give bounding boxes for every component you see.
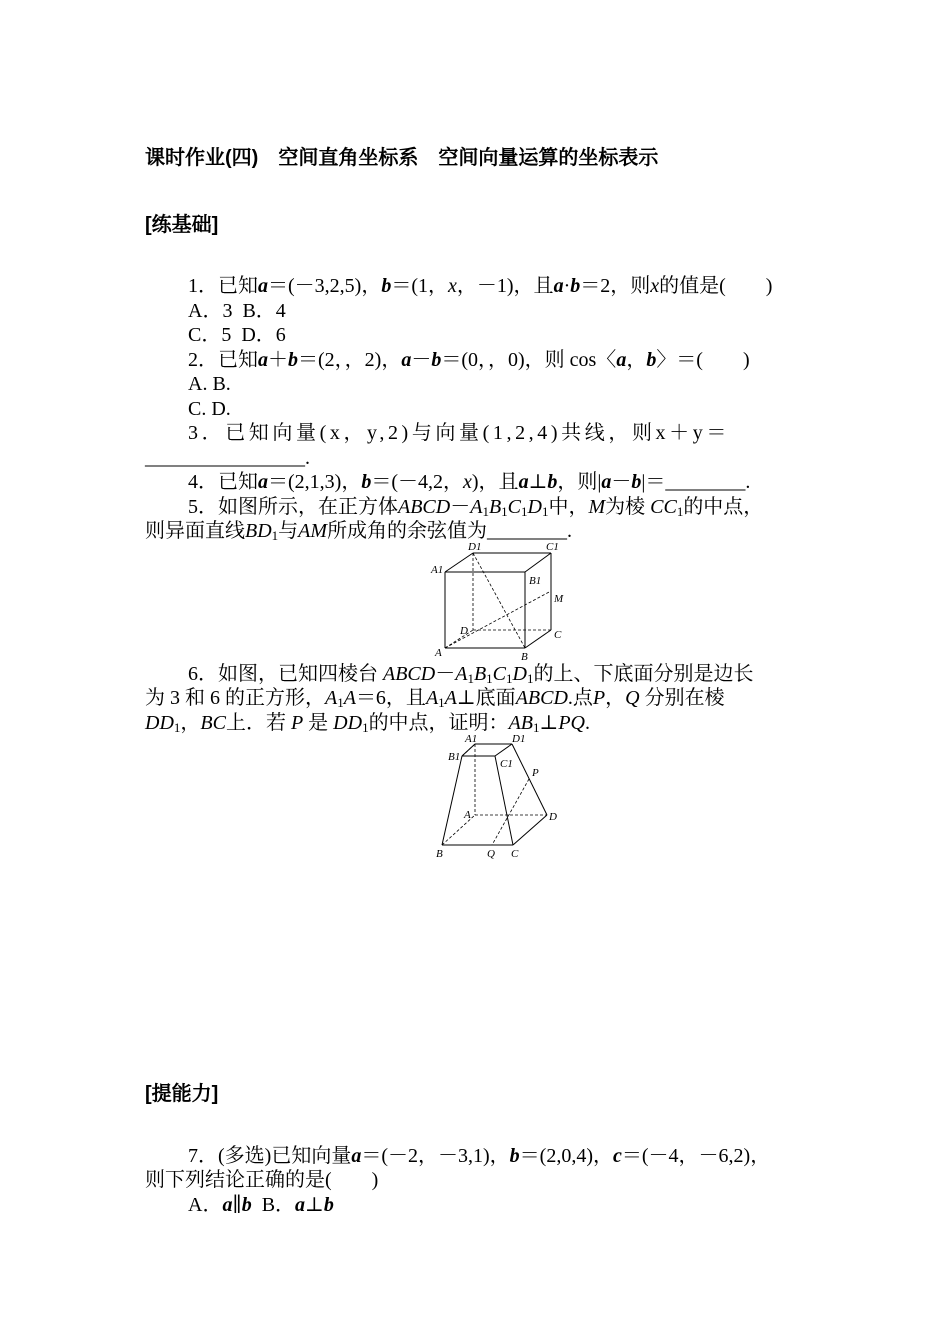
edge-b1b: [442, 756, 462, 845]
edge-a1d1: [445, 553, 473, 572]
question-6-line-2: 为 3 和 6 的正方形，$A_1A=6$，且$A_1A\perp$底面ABCD.点P，Q 分别在棱: [145, 687, 725, 710]
option-b: B．4: [242, 300, 286, 322]
label-a: A: [435, 647, 442, 659]
option-a: A．3: [188, 300, 233, 322]
segment-am: [445, 591, 551, 648]
question-4: 4．已知a＝(2,1,3)，b＝(－4,2，x)，且a⊥b，则|a－b|＝________.: [188, 471, 751, 493]
cube-figure: [430, 540, 570, 662]
option-d: D．6: [241, 324, 286, 346]
question-6-line-1: 6．如图，已知四棱台 $ABCD-A_1B_1C_1D_1$的上、下底面分别是边长: [188, 663, 754, 686]
label-a1: A1: [431, 564, 444, 576]
frustum-figure: [430, 732, 570, 866]
option-b: B.: [212, 373, 231, 395]
question-3: 3．已知向量(x，y,2)与向量(1,2,4)共线，则x＋y＝: [188, 422, 730, 444]
option-a: A．a∥b: [188, 1194, 252, 1216]
diagonal-bd1: [473, 553, 525, 648]
label-b1: B1: [529, 575, 542, 587]
question-7-line-2: 则下列结论正确的是( ): [145, 1169, 379, 1191]
question-2-options-cd: [188, 397, 231, 421]
edge-bc: [525, 630, 551, 648]
section-heading-advanced: [提能力]: [145, 1083, 219, 1105]
section-heading-basic: [练基础]: [145, 214, 219, 236]
label-d: D: [549, 811, 557, 823]
label-p: P: [532, 767, 539, 779]
edge-d1d: [512, 744, 547, 815]
edge-ad-hidden: [445, 630, 473, 648]
question-1: 1．已知a＝(－3,2,5)，b＝(1，x，－1)，且a·b＝2，则x的值是( ): [188, 275, 773, 297]
label-c1: C1: [500, 758, 513, 770]
question-1-options-ab: [188, 299, 286, 323]
option-a: A.: [188, 373, 213, 395]
option-d: D.: [211, 398, 231, 420]
label-b: B: [521, 651, 528, 662]
label-c: C: [511, 848, 519, 860]
option-c: C.: [188, 398, 212, 420]
question-5-line-1: 5．如图所示，在正方体$ABCD-A_1B_1C_1D_1$中，M为棱 $CC_1$的中点，: [188, 496, 764, 519]
label-d1: D1: [468, 541, 482, 553]
question-1-options-cd: [188, 323, 286, 347]
label-q: Q: [487, 848, 495, 860]
question-2: 2．已知a＋b＝(2，，2)，a－b＝(0，，0)，则 cos〈a，b〉＝( ): [188, 349, 750, 371]
label-m: M: [554, 593, 564, 605]
label-c1: C1: [546, 541, 559, 553]
label-a1: A1: [465, 733, 478, 745]
edge-c1d1: [495, 744, 512, 756]
label-d: D: [460, 625, 468, 637]
question-5-line-2: 则异面直线$BD_1$与AM所成角的余弦值为________.: [145, 520, 573, 543]
question-7-line-1: 7．(多选)已知向量a＝(－2，－3,1)，b＝(2,0,4)，c＝(－4，－6,2)，: [188, 1145, 771, 1167]
question-3-blank: ________________.: [145, 447, 310, 469]
option-c: C．5: [188, 324, 232, 346]
label-c: C: [554, 629, 562, 641]
edge-b1c1: [525, 553, 551, 572]
option-b: B．a⊥b: [261, 1194, 334, 1216]
question-7-options-ab: [188, 1193, 334, 1217]
page-title: 课时作业(四) 空间直角坐标系 空间向量运算的坐标表示: [145, 147, 659, 169]
label-b1: B1: [448, 751, 461, 763]
label-a: A: [464, 809, 471, 821]
edge-cd: [513, 815, 547, 845]
question-2-options-ab: [188, 372, 231, 396]
label-b: B: [436, 848, 443, 860]
label-d1: D1: [512, 733, 526, 745]
question-6-line-3: $DD_1$，BC上．若 P 是 $DD_1$的中点，证明：$AB_1\perp PQ$.: [145, 712, 590, 735]
